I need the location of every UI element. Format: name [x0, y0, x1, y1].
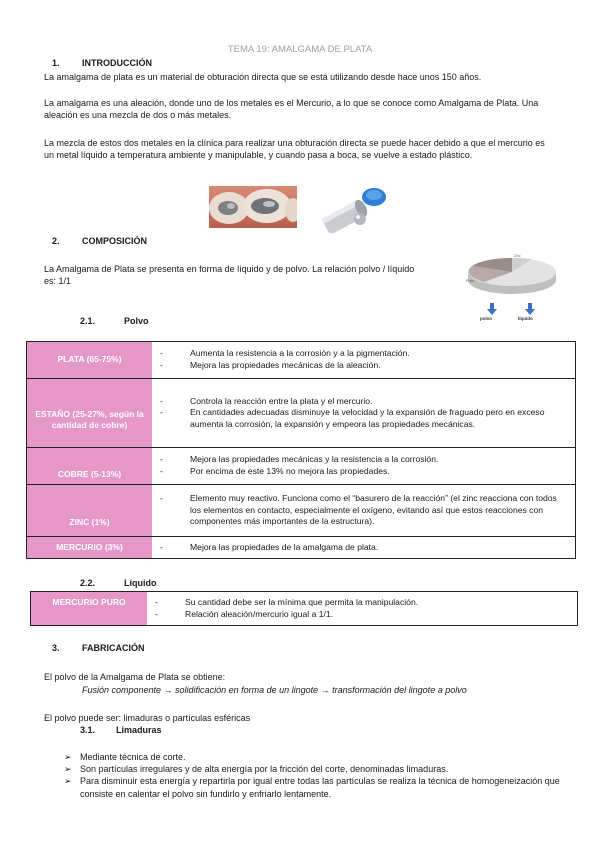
- liquido-composition-table: [30, 591, 578, 626]
- list-item: - Mejora las propiedades mecánicas y la resistencia a la corrosión.: [152, 454, 569, 466]
- component-name: MERCURIO (3%): [27, 537, 153, 559]
- amalgam-capsule-photo: [316, 183, 390, 233]
- table-row: [27, 537, 576, 559]
- table-row: [27, 379, 576, 448]
- list-item: ➢ Son partículas irregulares y de alta energía por la fricción del corte, denominadas limaduras.: [62, 763, 562, 775]
- list-item: ➢ Mediante técnica de corte.: [62, 751, 562, 763]
- fabricacion-paragraph-1: El polvo de la Amalgama de Plata se obtiene:: [44, 672, 226, 682]
- document-title: TEMA 19: AMALGAMA DE PLATA: [227, 44, 373, 55]
- component-name: ESTAÑO (25-27%, según la cantidad de cobre): [27, 379, 153, 448]
- polvo-composition-table: [26, 341, 576, 559]
- intro-paragraph-1: La amalgama de plata es un material de obturación directa que se está utilizando desde hace unos 150 años.: [44, 72, 482, 82]
- list-item: - Aumenta la resistencia a la corrosión y a la pigmentación.: [152, 348, 569, 360]
- arrow-down-icon: [487, 303, 497, 315]
- svg-text:Zinc: Zinc: [514, 254, 521, 258]
- list-item: ➢ Para disminuir esta energía y repartirla por igual entre todas las partículas se realiza la técnica de homogeneización que consiste en calentar el polvo sin fundirlo y enfriarlo lentamente.: [62, 775, 562, 799]
- component-description: [152, 537, 576, 559]
- table-row: [31, 592, 578, 626]
- component-description: [152, 485, 576, 537]
- arrow-down-icon: [525, 303, 535, 315]
- component-name: MERCURIO PURO: [31, 592, 148, 626]
- component-name: COBRE (5-13%): [27, 448, 153, 485]
- intro-paragraph-2: La amalgama es una aleación, donde uno de los metales es el Mercurio, a lo que se conoce como Amalgama de Plata. Una aleación es una mezcla de dos o más metales.: [44, 98, 539, 121]
- section-heading-introduccion: 1. INTRODUCCIÓN: [52, 58, 152, 68]
- pie-label-liquido: líquido: [518, 316, 533, 321]
- composition-pie-figure: [458, 252, 566, 326]
- pie-label-polvo: polvo: [480, 316, 492, 321]
- subsection-heading-limaduras: 3.1. Limaduras: [80, 725, 162, 735]
- subsection-heading-liquido: 2.2. Líquido: [80, 578, 157, 588]
- list-item: - Relación aleación/mercurio igual a 1/1.: [147, 609, 571, 621]
- table-row: [27, 448, 576, 485]
- svg-text:Plata: Plata: [466, 279, 474, 283]
- list-item: - Mejora las propiedades mecánicas de la aleación.: [152, 360, 569, 372]
- component-description: [152, 342, 576, 379]
- list-item: - Controla la reacción entre la plata y el mercurio.: [152, 396, 569, 408]
- composicion-paragraph: La Amalgama de Plata se presenta en forma de líquido y de polvo. La relación polvo / líquido es: 1/1: [44, 264, 415, 287]
- limaduras-list: [62, 751, 562, 800]
- section-heading-fabricacion: 3. FABRICACIÓN: [52, 643, 145, 653]
- amalgam-filling-photo: [209, 186, 297, 228]
- pie-graphic: [458, 252, 566, 302]
- component-name: ZINC (1%): [27, 485, 153, 537]
- list-item: - Elemento muy reactivo. Funciona como el “basurero de la reacción” (el zinc reacciona con todos los elementos en contacto, especialmente el oxígeno, evitando así que estos reacciones con componentes más importantes de la estructura).: [152, 493, 569, 528]
- fabricacion-paragraph-2: El polvo puede ser: limaduras o partículas esféricas: [44, 713, 251, 723]
- section-heading-composicion: 2. COMPOSICIÓN: [52, 236, 148, 246]
- component-description: [152, 379, 576, 448]
- list-item: - Mejora las propiedades de la amalgama de plata.: [152, 542, 569, 554]
- intro-paragraph-3: La mezcla de estos dos metales en la clínica para realizar una obturación directa se puede hacer debido a que el mercurio es un metal líquido a temperatura ambiente y manipulable, y cuando pasa a boca, se vuelve a estado plástico.: [44, 138, 545, 161]
- list-item: - Su cantidad debe ser la mínima que permita la manipulación.: [147, 597, 571, 609]
- subsection-heading-polvo: 2.1. Polvo: [80, 316, 149, 326]
- component-name: PLATA (65-75%): [27, 342, 153, 379]
- fabricacion-process: Fusión componente → solidificación en forma de un lingote → transformación del lingote a polvo: [82, 685, 467, 695]
- list-item: - Por encima de este 13% no mejora las propiedades.: [152, 466, 569, 478]
- component-description: [152, 448, 576, 485]
- table-row: [27, 485, 576, 537]
- list-item: - En cantidades adecuadas disminuye la velocidad y la expansión de fraguado pero en exceso aumenta la corrosión, la expansión y empeora las propiedades mecánicas.: [152, 407, 569, 430]
- table-row: [27, 342, 576, 379]
- component-description: [147, 592, 578, 626]
